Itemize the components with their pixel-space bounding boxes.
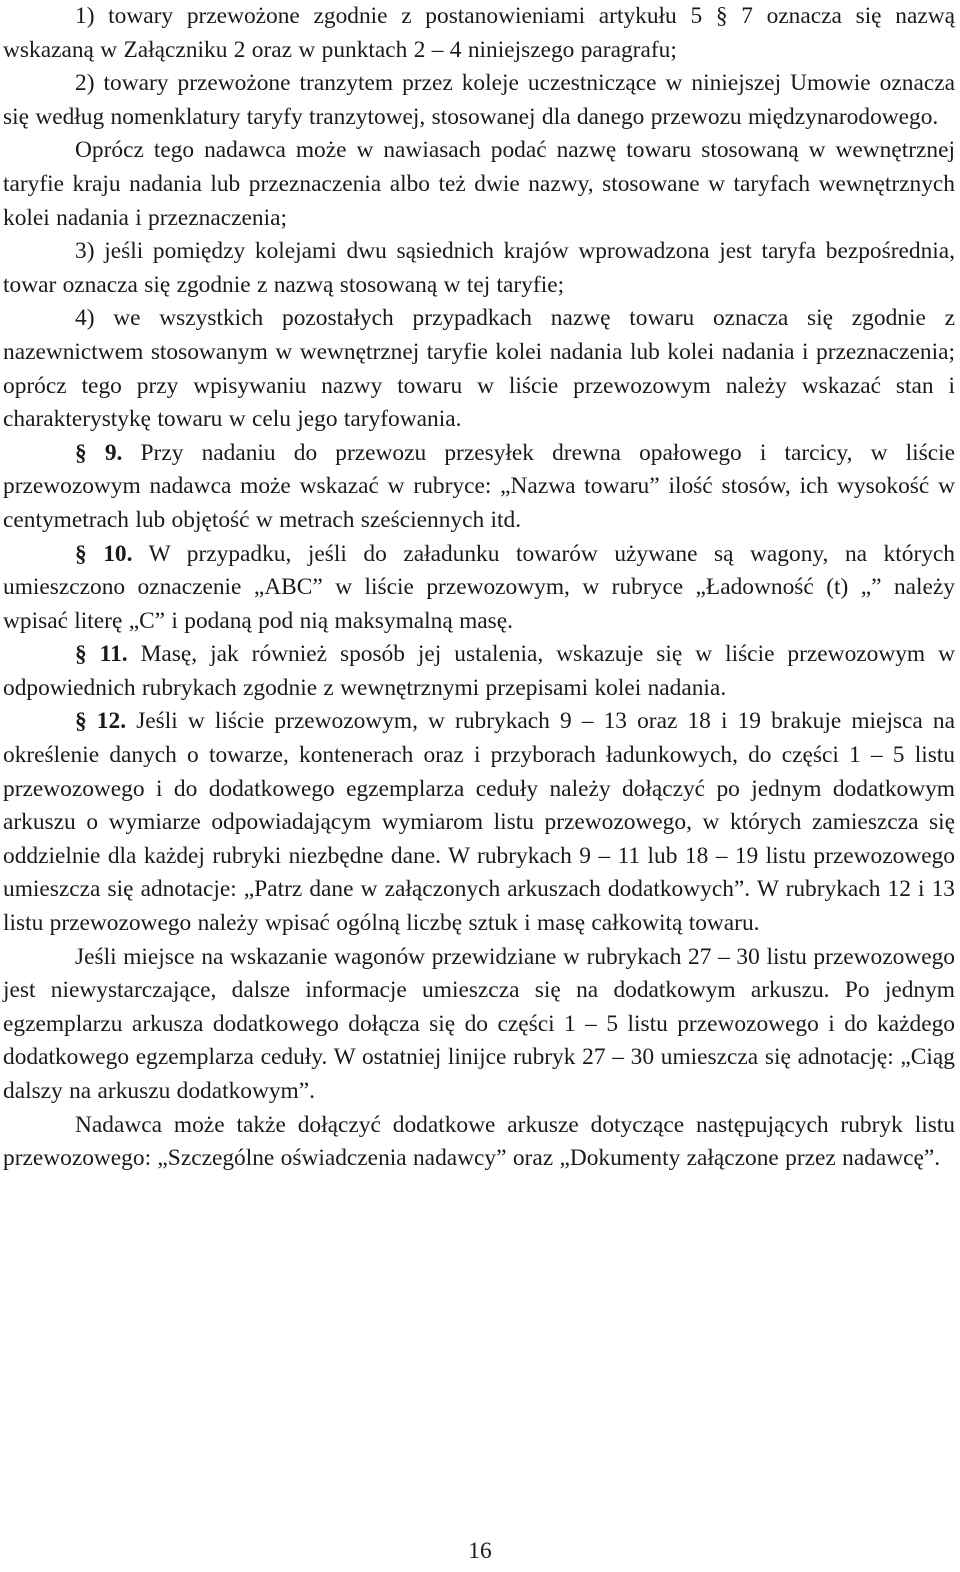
document-page [3, 0, 955, 1176]
paragraph-text: W przypadku, jeśli do załadunku towarów używane są wagony, na których umieszczono oznaczenie „ABC” w liście przewozowym, w rubryce „Ładowność (t) „” należy wpisać literę „C” i podaną pod nią maksymalną masę. [3, 540, 956, 634]
section-marker: § 11. [75, 641, 128, 668]
paragraph-text: 1) towary przewożone zgodnie z postanowieniami artykułu 5 § 7 oznacza się nazwą wskazaną w Załączniku 2 oraz w punktach 2 – 4 niniejszego paragrafu; [3, 3, 955, 63]
paragraph-wagons [3, 941, 955, 1109]
section-11 [3, 638, 955, 705]
paragraph-additional-sheets [3, 1109, 955, 1176]
section-9 [3, 437, 955, 538]
paragraph-text: Jeśli miejsce na wskazanie wagonów przewidziane w rubrykach 27 – 30 listu przewozowego jest niewystarczające, dalsze informacje umieszcza się na dodatkowym arkuszu. Po jednym egzemplarzu arkusza dodatkowego dołącza się do części 1 – 5 listu przewozowego i do każdego dodatkowego egzemplarza ceduły. W ostatniej linijce rubryk 27 – 30 umieszcza się adnotację: „Ciąg dalszy na arkuszu dodatkowym”. [3, 943, 955, 1104]
list-item-3 [3, 235, 955, 302]
section-marker: § 9. [75, 439, 123, 466]
paragraph-transit-names [3, 134, 955, 235]
paragraph-text: 3) jeśli pomiędzy kolejami dwu sąsiednich krajów wprowadzona jest taryfa bezpośrednia, towar oznacza się zgodnie z nazwą stosowaną w tej taryfie; [3, 238, 955, 298]
section-marker: § 10. [75, 540, 133, 567]
section-10 [3, 538, 955, 639]
paragraph-text: Przy nadaniu do przewozu przesyłek drewna opałowego i tarcicy, w liście przewozowym nadawca może wskazać w rubryce: „Nazwa towaru” ilość stosów, ich wysokość w centymetrach lub objętość w metrach sześciennych itd. [3, 439, 955, 533]
paragraph-text: 2) towary przewożone tranzytem przez koleje uczestniczące w niniejszej Umowie oznacza się według nomenklatury taryfy tranzytowej, stosowanej dla danego przewozu międzynarodowego. [3, 70, 955, 130]
paragraph-text: Masę, jak również sposób jej ustalenia, wskazuje się w liście przewozowym w odpowiednich rubrykach zgodnie z wewnętrznymi przepisami kolei nadania. [3, 641, 955, 701]
paragraph-text: Jeśli w liście przewozowym, w rubrykach 9 – 13 oraz 18 i 19 brakuje miejsca na określenie danych o towarze, kontenerach oraz i przyborach ładunkowych, do części 1 – 5 listu przewozowego i do dodatkowego egzemplarza ceduły należy dołączyć po jednym dodatkowym arkuszu o wymiarze odpowiadającym wymiarom listu przewozowego, w których zamieszcza się oddzielnie dla każdej rubryki niezbędne dane. W rubrykach 9 – 11 lub 18 – 19 listu przewozowego umieszcza się adnotacje: „Patrz dane w załączonych arkuszach dodatkowych”. W rubrykach 12 i 13 listu przewozowego należy wpisać ogólną liczbę sztuk i masę całkowitą towaru. [3, 708, 955, 937]
paragraph-text: 4) we wszystkich pozostałych przypadkach nazwę towaru oznacza się zgodnie z nazewnictwem stosowanym w wewnętrznej taryfie kolei nadania lub kolei nadania i przeznaczenia; oprócz tego przy wpisywaniu nazwy towaru w liście przewozowym należy wskazać stan i charakterystykę towaru w celu jego taryfowania. [3, 305, 955, 433]
section-12 [3, 705, 955, 940]
list-item-1 [3, 0, 955, 67]
page-number: 16 [468, 1538, 492, 1564]
section-marker: § 12. [75, 708, 127, 735]
paragraph-text: Oprócz tego nadawca może w nawiasach podać nazwę towaru stosowaną w wewnętrznej taryfie kraju nadania lub przeznaczenia albo też dwie nazwy, stosowane w taryfach wewnętrznych kolei nadania i przeznaczenia; [3, 137, 955, 231]
paragraph-text: Nadawca może także dołączyć dodatkowe arkusze dotyczące następujących rubryk listu przewozowego: „Szczególne oświadczenia nadawcy” oraz „Dokumenty załączone przez nadawcę”. [3, 1111, 955, 1172]
list-item-4 [3, 302, 955, 436]
list-item-2 [3, 67, 955, 134]
